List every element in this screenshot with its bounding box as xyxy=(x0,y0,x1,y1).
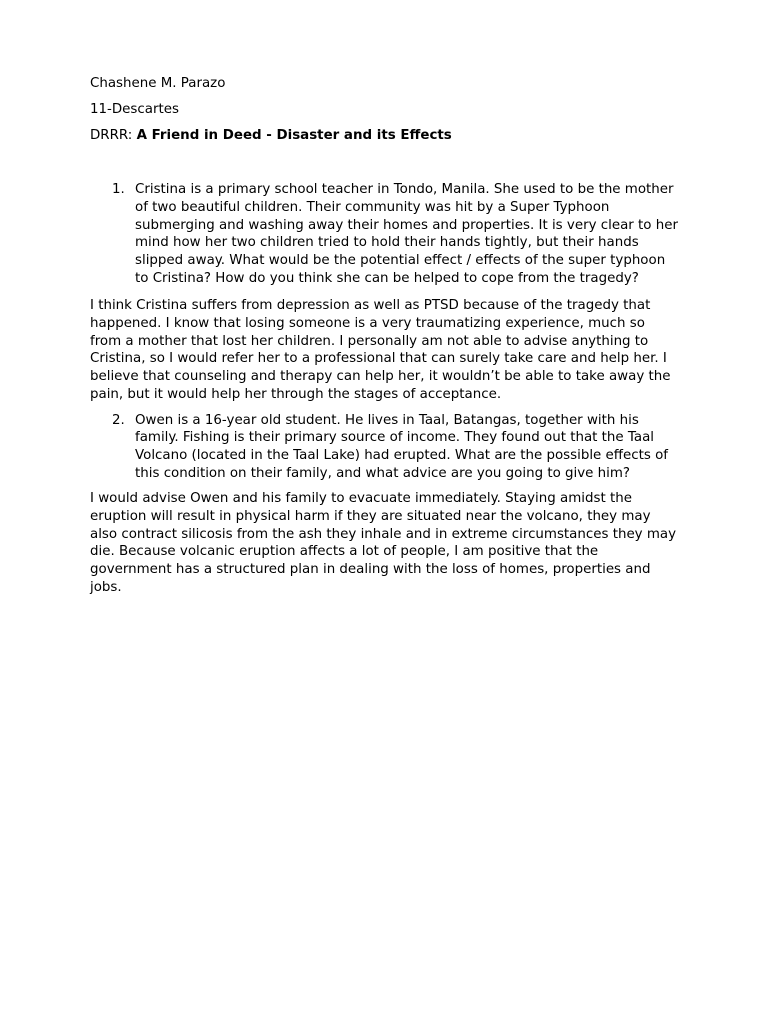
question-block-1 xyxy=(90,181,678,403)
title-text: A Friend in Deed - Disaster and its Effects xyxy=(136,128,452,144)
question-text: Cristina is a primary school teacher in Tondo, Manila. She used to be the mother of two beautiful children. Their community was hit by a Super Typhoon submerging and washing away their homes and properties. It is very clear to her mind how her two children tried to hold their hands tightly, but their hands slipped away. What would be the potential effect / effects of the super typhoon to Cristina? How do you think she can be helped to cope from the tragedy? xyxy=(135,182,678,286)
author-name: Chashene M. Parazo xyxy=(90,76,226,91)
subject-prefix: DRRR: xyxy=(90,128,137,144)
answer-paragraph: I would advise Owen and his family to evacuate immediately. Staying amidst the eruption will result in physical harm if they are situated near the volcano, they may also contract silicosis from the ash they inhale and in extreme circumstances they may die. Because volcanic eruption affects a lot of people, I am positive that the government has a structured plan in dealing with the loss of homes, properties and jobs. xyxy=(90,491,677,595)
answer-paragraph: I think Cristina suffers from depression as well as PTSD because of the tragedy that happened. I know that losing someone is a very traumatizing experience, much so from a mother that lost her children. I personally am not able to advise anything to Cristina, so I would refer her to a professional that can surely take care and help her. I believe that counseling and therapy can help her, it wouldn’t be able to take away the pain, but it would help her through the stages of acceptance. xyxy=(90,298,671,402)
question-number: 1. xyxy=(112,182,125,198)
question-text: Owen is a 16-year old student. He lives in Taal, Batangas, together with his family. Fishing is their primary source of income. They found out that the Taal Volcano (located in the Taal Lake) had erupted. What are the possible effects of this condition on their family, and what advice are you going to give him? xyxy=(135,412,668,481)
document-title xyxy=(90,127,678,145)
question-item xyxy=(90,412,678,483)
class-section: 11-Descartes xyxy=(90,102,179,118)
question-block-2 xyxy=(90,412,678,597)
question-number: 2. xyxy=(112,412,125,428)
question-item xyxy=(90,181,678,287)
